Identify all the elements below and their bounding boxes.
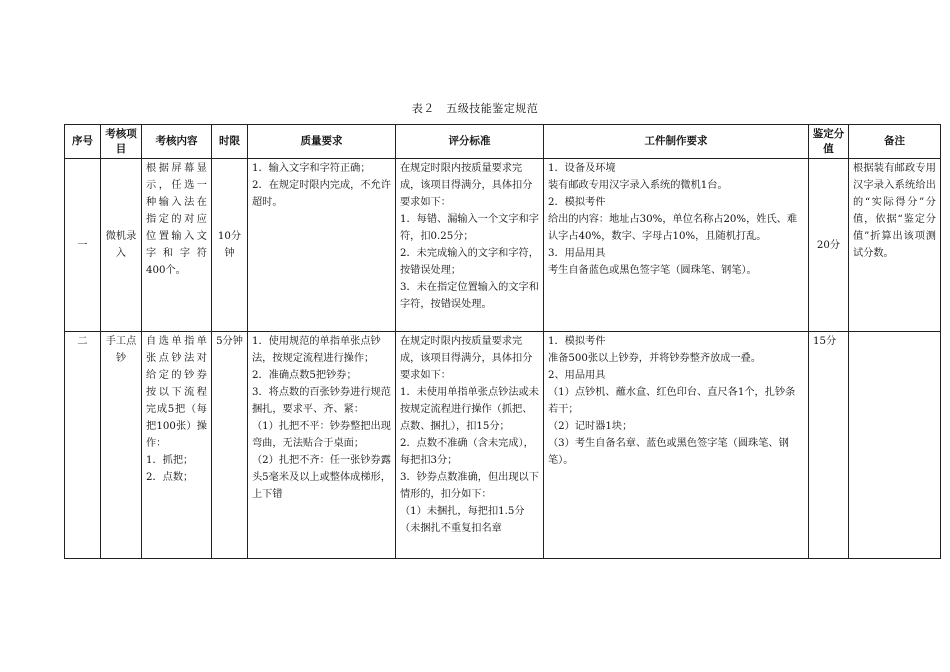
row2-workpiece-line: （1）点钞机、蘸水盒、红色印台、直尺各1个，扎钞条若干； xyxy=(548,387,796,415)
header-seq: 序号 xyxy=(65,125,101,159)
row1-scoring-line: 2．未完成输入的文字和字符，按错误处理； xyxy=(400,248,539,276)
row1-item: 微机录入 xyxy=(101,159,142,332)
row2-scoring-line: 3．钞券点数准确，但出现以下情形的，扣分如下： xyxy=(400,472,539,500)
row2-quality-line: 1．使用规范的单指单张点钞法，按规定流程进行操作； xyxy=(252,336,381,364)
row2-time: 5分钟 xyxy=(212,332,248,559)
row2-workpiece xyxy=(544,332,809,559)
row2-workpiece-line: 1．模拟考件 xyxy=(548,336,606,347)
row1-workpiece-line: 1．设备及环境 xyxy=(548,163,616,174)
header-scoring: 评分标准 xyxy=(396,125,544,159)
row2-quality-line: 3．将点数的百张钞券进行规范捆扎，要求平、齐、紧： xyxy=(252,387,391,415)
row2-notes xyxy=(849,332,941,559)
row1-workpiece-line: 3．用品用具 xyxy=(548,248,606,259)
row1-quality-line: 2．在规定时限内完成，不允许超时。 xyxy=(252,180,391,208)
header-points: 鉴定分值 xyxy=(809,125,849,159)
table-row xyxy=(65,332,941,559)
row2-points: 15分 xyxy=(809,332,849,559)
row2-quality-line: 2．准确点数5把钞券； xyxy=(252,370,357,381)
row1-workpiece-line: 装有邮政专用汉字录入系统的微机1台。 xyxy=(548,180,728,191)
row2-content-line: 2．点数； xyxy=(146,472,194,483)
row1-workpiece-line: 考生自备蓝色或黑色签字笔（圆珠笔、钢笔）。 xyxy=(548,265,757,276)
row1-workpiece-line: 2．模拟考件 xyxy=(548,197,606,208)
row1-seq: 一 xyxy=(65,159,101,332)
header-row xyxy=(65,125,941,159)
row1-points: 20分 xyxy=(809,159,849,332)
row2-workpiece-line: 2、用品用具 xyxy=(548,370,606,381)
header-quality: 质量要求 xyxy=(248,125,396,159)
row2-content-line: 1．抓把； xyxy=(146,455,194,466)
row1-quality xyxy=(248,159,396,332)
row2-scoring-line: 在规定时限内按质量要求完成，该项目得满分，具体扣分要求如下： xyxy=(400,336,533,381)
row1-workpiece-line: 给出的内容：地址占30%，单位名称占20%，姓氏、难认字占40%，数字、字母占10%，且随机打乱。 xyxy=(548,214,798,242)
row2-workpiece-line: 准备500张以上钞券，并将钞券整齐放成一叠。 xyxy=(548,353,762,364)
row2-scoring-line: 1．未使用单指单张点钞法或未按规定流程进行操作（抓把、点数、捆扎），扣15分； xyxy=(400,387,539,432)
row2-seq: 二 xyxy=(65,332,101,559)
row2-scoring xyxy=(396,332,544,559)
row1-quality-line: 1．输入文字和字符正确； xyxy=(252,163,371,174)
header-content: 考核内容 xyxy=(142,125,212,159)
row2-content xyxy=(142,332,212,559)
row2-quality-line: （1）扎把不平：钞券整把出现弯曲，无法贴合于桌面； xyxy=(252,421,391,449)
row1-workpiece xyxy=(544,159,809,332)
row2-workpiece-line: （3）考生自备名章、蓝色或黑色签字笔（圆珠笔、钢笔）。 xyxy=(548,438,789,466)
row1-scoring-line: 3．未在指定位置输入的文字和字符，按错误处理。 xyxy=(400,282,539,310)
row2-scoring-line: （1）未捆扎，每把扣1.5分（未捆扎不重复扣名章 xyxy=(400,506,525,534)
table-title: 表２ 五级技能鉴定规范 xyxy=(411,102,539,115)
header-workpiece: 工件制作要求 xyxy=(544,125,809,159)
row1-scoring xyxy=(396,159,544,332)
row1-scoring-line: 1．每错、漏输入一个文字和字符，扣0.25分； xyxy=(400,214,539,242)
row1-notes: 根据装有邮政专用汉字录入系统给出的“实际得分”分值，依据“鉴定分值”折算出该项测试分数。 xyxy=(849,159,941,332)
row2-quality-line: （2）扎把不齐：任一张钞券露头5毫米及以上或整体成梯形，上下错 xyxy=(252,455,391,500)
row2-content-line: 自选单指单张点钞法对给定的钞券按以下流程完成5把（每把100张）操作： xyxy=(146,336,207,449)
header-item: 考核项目 xyxy=(101,125,142,159)
table-row xyxy=(65,159,941,332)
row2-scoring-line: 2．点数不准确（含未完成），每把扣3分； xyxy=(400,438,534,466)
header-notes: 备注 xyxy=(849,125,941,159)
row2-item: 手工点钞 xyxy=(101,332,142,559)
row1-content: 根据屏幕显示，任选一种输入法在指定的对应位置输入文字和字符 400个。 xyxy=(142,159,212,332)
skill-assessment-table xyxy=(64,124,941,559)
row2-workpiece-line: （2）记时器1块； xyxy=(548,421,633,432)
row2-quality xyxy=(248,332,396,559)
row1-scoring-line: 在规定时限内按质量要求完成，该项目得满分，具体扣分要求如下： xyxy=(400,163,533,208)
row1-time: 10分钟 xyxy=(212,159,248,332)
header-time: 时限 xyxy=(212,125,248,159)
